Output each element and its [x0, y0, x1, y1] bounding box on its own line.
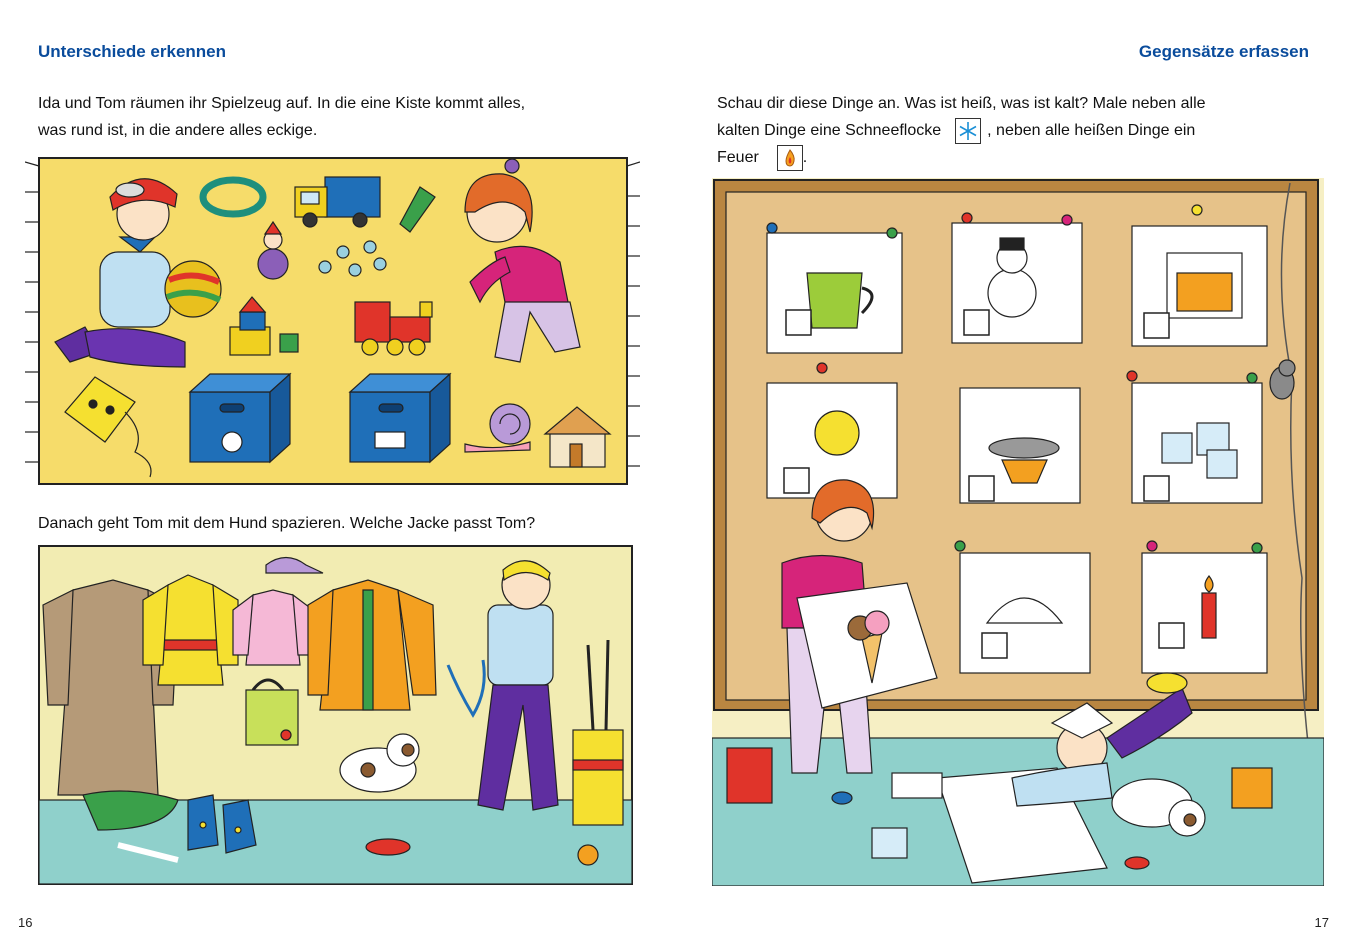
left-question-text: Danach geht Tom mit dem Hund spazieren. Welche Jacke passt Tom?: [38, 515, 536, 532]
card-candle: [1142, 541, 1267, 673]
left-intro-line-2: was rund ist, in die andere alles eckige.: [38, 122, 318, 139]
box-round-items: [190, 374, 290, 462]
right-intro-line-2: [717, 117, 1317, 144]
right-page-heading: Gegensätze erfassen: [1138, 42, 1309, 61]
right-intro-line-2-a: kalten Dinge eine Schneeflocke: [717, 122, 942, 139]
small-ball: [578, 845, 598, 865]
red-slipper: [366, 839, 410, 855]
orange-jacket: [308, 580, 436, 710]
box-square-items: [350, 374, 450, 462]
right-intro-line-3-end: .: [802, 149, 808, 166]
toy-rug-illustration: [25, 152, 640, 490]
rug-fringe-right: [627, 162, 640, 466]
jacket-hallway-illustration: [38, 545, 633, 885]
card-igloo: [955, 541, 1090, 673]
right-intro-line-3-text: Feuer: [717, 149, 759, 166]
left-page-heading: Unterschiede erkennen: [38, 42, 227, 61]
left-page-number: 16: [18, 915, 33, 930]
right-intro-line-1: Schau dir diese Dinge an. Was ist heiß, was ist kalt? Male neben alle: [717, 95, 1206, 112]
pinboard-illustration: [712, 178, 1324, 886]
rug-fringe-left: [25, 162, 39, 462]
snowflake-icon: [955, 118, 981, 144]
left-intro-line-1: Ida und Tom räumen ihr Spielzeug auf. In die eine Kiste kommt alles,: [38, 95, 526, 112]
right-intro-line-2-b: , neben alle heißen Dinge ein: [987, 122, 1196, 139]
left-intro-text: [38, 90, 658, 144]
right-page-number: 17: [1314, 915, 1329, 930]
right-intro-line-3: [717, 144, 1317, 171]
fire-icon: [777, 145, 803, 171]
pink-jacket: [233, 590, 313, 665]
right-intro-text: [717, 90, 1317, 171]
handbag: [246, 680, 298, 745]
